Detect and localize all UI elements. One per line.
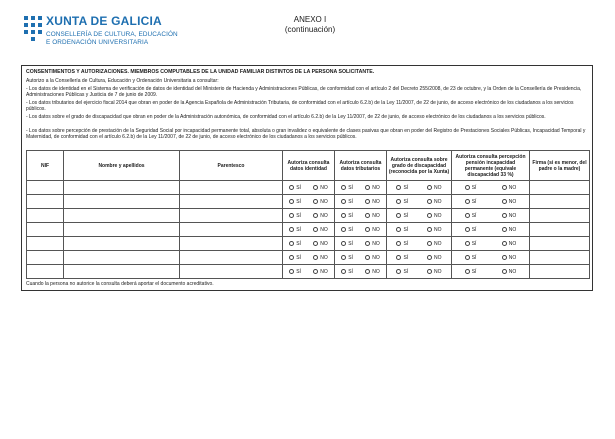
pension-yes-option[interactable] xyxy=(465,241,477,247)
bullet-identity-data: - Los datos de identidad en el Sistema de verificación de datos de identidad del Ministerio de Hacienda y Administraciones Públicas, de conformidad con el artículo 2 del Decreto 255/2008, de 23 de octubre, y la Orden de la Consellería de Presidencia, Administraciones Públicas y Justicia de 7 de junio de 2009. xyxy=(26,86,582,99)
radio-circle-icon[interactable] xyxy=(502,227,507,232)
section-title: CONSENTIMENTOS Y AUTORIZACIONES. MIEMBROS COMPUTABLES DE LA UNIDAD FAMILIAR DISTINTOS DE LA PERSONA SOLICITANTE. xyxy=(26,69,375,75)
radio-label: NO xyxy=(372,254,380,261)
table-row xyxy=(27,209,590,223)
radio-circle-icon[interactable] xyxy=(465,241,470,246)
bullet-disability-data: - Los datos sobre el grado de discapacidad que obran en poder de la Administración autonómica, de conformidad con el artículo 6.2.b) de la Ley 11/2007, de 22 de junio, de acceso electrónico de los ciudadanos a los servicios públicos. xyxy=(26,114,546,120)
radio-label: SÍ xyxy=(471,212,477,219)
tax-consent-cell xyxy=(335,265,387,279)
relation-cell[interactable] xyxy=(180,237,283,251)
pension-no-option[interactable] xyxy=(502,185,517,191)
family-members-table xyxy=(26,150,590,279)
radio-circle-icon[interactable] xyxy=(427,185,432,190)
disability-yes-option[interactable] xyxy=(396,241,408,247)
radio-circle-icon[interactable] xyxy=(289,241,294,246)
radio-label: NO xyxy=(320,240,328,247)
radio-circle-icon[interactable] xyxy=(502,185,507,190)
disability-yes-option[interactable] xyxy=(396,255,408,261)
radio-label: NO xyxy=(320,268,328,275)
disability-yes-option[interactable] xyxy=(396,227,408,233)
nif-cell[interactable] xyxy=(27,209,64,223)
disability-consent-cell xyxy=(387,237,452,251)
disability-yes-option[interactable] xyxy=(396,269,408,275)
col-header-signature: Firma (si es menor, del padre o la madre) xyxy=(530,151,590,181)
pension-consent-cell xyxy=(452,265,530,279)
radio-circle-icon[interactable] xyxy=(465,185,470,190)
col-header-identity: Autoriza consulta datos identidad xyxy=(283,151,335,181)
identity-consent-cell xyxy=(283,265,335,279)
name-cell[interactable] xyxy=(64,195,180,209)
table-row xyxy=(27,195,590,209)
radio-circle-icon[interactable] xyxy=(465,255,470,260)
pension-yes-option[interactable] xyxy=(465,213,477,219)
radio-label: SÍ xyxy=(348,240,353,247)
pension-no-option[interactable] xyxy=(502,227,517,233)
radio-circle-icon[interactable] xyxy=(313,213,318,218)
identity-yes-option[interactable] xyxy=(289,269,301,275)
radio-label: SÍ xyxy=(348,184,353,191)
tax-no-option[interactable] xyxy=(365,227,380,233)
disability-consent-cell xyxy=(387,209,452,223)
xunta-logo xyxy=(22,14,202,56)
radio-label: SÍ xyxy=(348,268,353,275)
disability-consent-cell xyxy=(387,265,452,279)
tax-yes-option[interactable] xyxy=(341,269,353,275)
disability-consent-cell xyxy=(387,181,452,195)
annex-heading xyxy=(270,15,350,35)
identity-consent-cell xyxy=(283,237,335,251)
tax-consent-cell xyxy=(335,181,387,195)
org-name: XUNTA DE GALICIA xyxy=(46,14,162,28)
signature-cell[interactable] xyxy=(530,195,590,209)
identity-no-option[interactable] xyxy=(313,199,328,205)
radio-label: NO xyxy=(508,268,517,275)
radio-circle-icon[interactable] xyxy=(502,241,507,246)
disability-no-option[interactable] xyxy=(427,185,442,191)
radio-circle-icon[interactable] xyxy=(396,255,401,260)
disability-consent-cell xyxy=(387,195,452,209)
tax-yes-option[interactable] xyxy=(341,227,353,233)
radio-label: SÍ xyxy=(348,198,353,205)
radio-circle-icon[interactable] xyxy=(341,213,346,218)
pension-no-option[interactable] xyxy=(502,241,517,247)
disability-no-option[interactable] xyxy=(427,199,442,205)
disability-consent-cell xyxy=(387,251,452,265)
identity-consent-cell xyxy=(283,195,335,209)
disability-no-option[interactable] xyxy=(427,241,442,247)
radio-circle-icon[interactable] xyxy=(289,213,294,218)
name-cell[interactable] xyxy=(64,223,180,237)
table-row xyxy=(27,237,590,251)
radio-label: NO xyxy=(372,268,380,275)
identity-no-option[interactable] xyxy=(313,241,328,247)
disability-yes-option[interactable] xyxy=(396,213,408,219)
radio-label: SÍ xyxy=(403,226,409,233)
radio-label: SÍ xyxy=(348,212,353,219)
identity-no-option[interactable] xyxy=(313,269,328,275)
radio-label: NO xyxy=(434,198,442,205)
radio-circle-icon[interactable] xyxy=(396,269,401,274)
radio-circle-icon[interactable] xyxy=(465,199,470,204)
radio-label: SÍ xyxy=(403,268,409,275)
radio-label: SÍ xyxy=(403,254,409,261)
identity-no-option[interactable] xyxy=(313,185,328,191)
radio-circle-icon[interactable] xyxy=(502,213,507,218)
radio-label: SÍ xyxy=(296,226,301,233)
tax-no-option[interactable] xyxy=(365,269,380,275)
section-intro: Autorizo a la Consellería de Cultura, Educación y Ordenación Universitaria a consultar: xyxy=(26,78,219,84)
radio-circle-icon[interactable] xyxy=(427,213,432,218)
signature-cell[interactable] xyxy=(530,223,590,237)
disability-no-option[interactable] xyxy=(427,227,442,233)
signature-cell[interactable] xyxy=(530,265,590,279)
tax-consent-cell xyxy=(335,195,387,209)
identity-no-option[interactable] xyxy=(313,227,328,233)
radio-circle-icon[interactable] xyxy=(289,227,294,232)
radio-label: NO xyxy=(320,254,328,261)
radio-label: NO xyxy=(320,198,328,205)
radio-circle-icon[interactable] xyxy=(313,199,318,204)
radio-circle-icon[interactable] xyxy=(341,199,346,204)
tax-consent-cell xyxy=(335,251,387,265)
radio-label: SÍ xyxy=(471,184,477,191)
pension-yes-option[interactable] xyxy=(465,185,477,191)
radio-circle-icon[interactable] xyxy=(502,199,507,204)
disability-no-option[interactable] xyxy=(427,269,442,275)
annex-subtitle: (continuación) xyxy=(284,25,336,34)
radio-circle-icon[interactable] xyxy=(365,199,370,204)
radio-circle-icon[interactable] xyxy=(365,227,370,232)
identity-consent-cell xyxy=(283,181,335,195)
radio-label: SÍ xyxy=(296,268,301,275)
signature-cell[interactable] xyxy=(530,237,590,251)
radio-circle-icon[interactable] xyxy=(313,255,318,260)
pension-no-option[interactable] xyxy=(502,269,517,275)
identity-yes-option[interactable] xyxy=(289,185,301,191)
pension-consent-cell xyxy=(452,209,530,223)
radio-label: NO xyxy=(320,184,328,191)
disability-no-option[interactable] xyxy=(427,255,442,261)
nif-cell[interactable] xyxy=(27,181,64,195)
bullet-tax-data: - Los datos tributarios del ejercicio fiscal 2014 que obran en poder de la Agencia Española de Administración Tributaria, de conformidad con el artículo 6.2.b) de la Ley 11/2007, de 22 de junio, de acceso electrónico de los ciudadanos a los servicios públicos. xyxy=(26,100,574,113)
identity-yes-option[interactable] xyxy=(289,213,301,219)
col-header-relation: Parentesco xyxy=(180,151,283,181)
radio-label: SÍ xyxy=(471,254,477,261)
tax-consent-cell xyxy=(335,209,387,223)
relation-cell[interactable] xyxy=(180,251,283,265)
nif-cell[interactable] xyxy=(27,237,64,251)
tax-yes-option[interactable] xyxy=(341,255,353,261)
col-header-disability: Autoriza consulta sobre grado de discapacidad (reconocida por la Xunta) xyxy=(387,151,452,181)
identity-yes-option[interactable] xyxy=(289,199,301,205)
relation-cell[interactable] xyxy=(180,223,283,237)
pension-consent-cell xyxy=(452,223,530,237)
identity-yes-option[interactable] xyxy=(289,227,301,233)
table-row xyxy=(27,181,590,195)
table-header-row xyxy=(27,151,590,181)
radio-circle-icon[interactable] xyxy=(427,255,432,260)
radio-circle-icon[interactable] xyxy=(427,199,432,204)
pension-consent-cell xyxy=(452,251,530,265)
nif-cell[interactable] xyxy=(27,223,64,237)
name-cell[interactable] xyxy=(64,251,180,265)
signature-cell[interactable] xyxy=(530,251,590,265)
radio-label: SÍ xyxy=(471,268,477,275)
radio-label: NO xyxy=(372,212,380,219)
radio-label: SÍ xyxy=(403,184,409,191)
radio-circle-icon[interactable] xyxy=(341,241,346,246)
radio-circle-icon[interactable] xyxy=(427,227,432,232)
identity-yes-option[interactable] xyxy=(289,241,301,247)
radio-circle-icon[interactable] xyxy=(465,213,470,218)
signature-cell[interactable] xyxy=(530,181,590,195)
disability-yes-option[interactable] xyxy=(396,185,408,191)
tax-consent-cell xyxy=(335,223,387,237)
radio-circle-icon[interactable] xyxy=(313,269,318,274)
radio-circle-icon[interactable] xyxy=(427,269,432,274)
galicia-crest-icon xyxy=(22,14,44,44)
pension-no-option[interactable] xyxy=(502,213,517,219)
radio-circle-icon[interactable] xyxy=(365,213,370,218)
nif-cell[interactable] xyxy=(27,265,64,279)
tax-no-option[interactable] xyxy=(365,185,380,191)
identity-consent-cell xyxy=(283,223,335,237)
radio-circle-icon[interactable] xyxy=(396,227,401,232)
pension-no-option[interactable] xyxy=(502,199,517,205)
radio-circle-icon[interactable] xyxy=(502,269,507,274)
tax-no-option[interactable] xyxy=(365,199,380,205)
col-header-nif: NIF xyxy=(27,151,64,181)
radio-circle-icon[interactable] xyxy=(341,185,346,190)
radio-label: NO xyxy=(508,212,517,219)
radio-label: NO xyxy=(320,226,328,233)
radio-label: SÍ xyxy=(296,184,301,191)
nif-cell[interactable] xyxy=(27,251,64,265)
radio-circle-icon[interactable] xyxy=(396,241,401,246)
radio-label: SÍ xyxy=(296,254,301,261)
table-row xyxy=(27,265,590,279)
radio-circle-icon[interactable] xyxy=(465,227,470,232)
radio-circle-icon[interactable] xyxy=(289,269,294,274)
radio-label: SÍ xyxy=(296,212,301,219)
radio-circle-icon[interactable] xyxy=(289,255,294,260)
radio-label: SÍ xyxy=(403,198,409,205)
radio-circle-icon[interactable] xyxy=(313,185,318,190)
nif-cell[interactable] xyxy=(27,195,64,209)
radio-label: SÍ xyxy=(403,212,409,219)
identity-consent-cell xyxy=(283,251,335,265)
radio-circle-icon[interactable] xyxy=(313,241,318,246)
pension-consent-cell xyxy=(452,195,530,209)
radio-label: SÍ xyxy=(348,254,353,261)
radio-label: NO xyxy=(434,254,442,261)
bullet-pension-data: - Los datos sobre percepción de prestación de la Seguridad Social por incapacidad permanente total, absoluta o gran invalidez o equivalente de clases pasivas que obran en poder del Registro de Prestaciones Sociales Públicas, Incapacidad Temporal y Maternidad, de conformidad con el artículo 6.2.b) de la Ley 11/2007, de 22 de junio, de acceso electrónico de los ciudadanos a los servicios públicos. xyxy=(26,128,586,141)
tax-yes-option[interactable] xyxy=(341,241,353,247)
disability-yes-option[interactable] xyxy=(396,199,408,205)
identity-consent-cell xyxy=(283,209,335,223)
name-cell[interactable] xyxy=(64,209,180,223)
pension-yes-option[interactable] xyxy=(465,255,477,261)
radio-label: NO xyxy=(508,184,517,191)
radio-circle-icon[interactable] xyxy=(465,269,470,274)
tax-no-option[interactable] xyxy=(365,255,380,261)
tax-yes-option[interactable] xyxy=(341,185,353,191)
department-line-2: E ORDENACIÓN UNIVERSITARIA xyxy=(46,39,149,46)
footnote: Cuando la persona no autorice la consulta deberá aportar el documento acreditativo. xyxy=(26,281,214,287)
col-header-pension: Autoriza consulta percepción pensión incapacidad permanente (equivale discapacidad 33 %) xyxy=(452,151,530,181)
tax-no-option[interactable] xyxy=(365,213,380,219)
radio-label: NO xyxy=(372,184,380,191)
radio-label: SÍ xyxy=(471,198,477,205)
radio-circle-icon[interactable] xyxy=(396,185,401,190)
consent-section xyxy=(21,65,593,291)
radio-circle-icon[interactable] xyxy=(341,255,346,260)
col-header-tax: Autoriza consulta datos tributarios xyxy=(335,151,387,181)
radio-label: SÍ xyxy=(471,226,477,233)
radio-circle-icon[interactable] xyxy=(396,199,401,204)
signature-cell[interactable] xyxy=(530,209,590,223)
pension-consent-cell xyxy=(452,181,530,195)
relation-cell[interactable] xyxy=(180,265,283,279)
name-cell[interactable] xyxy=(64,181,180,195)
col-header-name: Nombre y apellidos xyxy=(64,151,180,181)
identity-no-option[interactable] xyxy=(313,213,328,219)
radio-circle-icon[interactable] xyxy=(341,227,346,232)
radio-label: NO xyxy=(372,226,380,233)
radio-circle-icon[interactable] xyxy=(396,213,401,218)
pension-yes-option[interactable] xyxy=(465,227,477,233)
radio-label: NO xyxy=(434,212,442,219)
radio-label: NO xyxy=(508,226,517,233)
radio-label: NO xyxy=(508,198,517,205)
radio-label: SÍ xyxy=(403,240,409,247)
pension-yes-option[interactable] xyxy=(465,269,477,275)
pension-yes-option[interactable] xyxy=(465,199,477,205)
radio-label: NO xyxy=(434,226,442,233)
relation-cell[interactable] xyxy=(180,209,283,223)
annex-title: ANEXO I xyxy=(293,15,327,24)
name-cell[interactable] xyxy=(64,265,180,279)
radio-circle-icon[interactable] xyxy=(313,227,318,232)
radio-label: NO xyxy=(320,212,328,219)
table-row xyxy=(27,223,590,237)
disability-no-option[interactable] xyxy=(427,213,442,219)
radio-label: NO xyxy=(508,240,517,247)
radio-circle-icon[interactable] xyxy=(502,255,507,260)
department-line-1: CONSELLERÍA DE CULTURA, EDUCACIÓN xyxy=(46,31,178,38)
radio-label: SÍ xyxy=(296,240,301,247)
table-row xyxy=(27,251,590,265)
pension-no-option[interactable] xyxy=(502,255,517,261)
radio-circle-icon[interactable] xyxy=(289,199,294,204)
pension-consent-cell xyxy=(452,237,530,251)
name-cell[interactable] xyxy=(64,237,180,251)
radio-label: NO xyxy=(372,198,380,205)
relation-cell[interactable] xyxy=(180,195,283,209)
radio-label: SÍ xyxy=(348,226,353,233)
identity-yes-option[interactable] xyxy=(289,255,301,261)
relation-cell[interactable] xyxy=(180,181,283,195)
tax-yes-option[interactable] xyxy=(341,213,353,219)
radio-circle-icon[interactable] xyxy=(365,185,370,190)
radio-label: NO xyxy=(508,254,517,261)
radio-label: SÍ xyxy=(296,198,301,205)
radio-label: NO xyxy=(434,240,442,247)
radio-circle-icon[interactable] xyxy=(365,255,370,260)
tax-yes-option[interactable] xyxy=(341,199,353,205)
radio-circle-icon[interactable] xyxy=(365,241,370,246)
radio-label: NO xyxy=(434,268,442,275)
radio-circle-icon[interactable] xyxy=(365,269,370,274)
radio-label: NO xyxy=(372,240,380,247)
radio-circle-icon[interactable] xyxy=(289,185,294,190)
radio-circle-icon[interactable] xyxy=(427,241,432,246)
tax-consent-cell xyxy=(335,237,387,251)
tax-no-option[interactable] xyxy=(365,241,380,247)
radio-label: NO xyxy=(434,184,442,191)
disability-consent-cell xyxy=(387,223,452,237)
identity-no-option[interactable] xyxy=(313,255,328,261)
radio-circle-icon[interactable] xyxy=(341,269,346,274)
radio-label: SÍ xyxy=(471,240,477,247)
